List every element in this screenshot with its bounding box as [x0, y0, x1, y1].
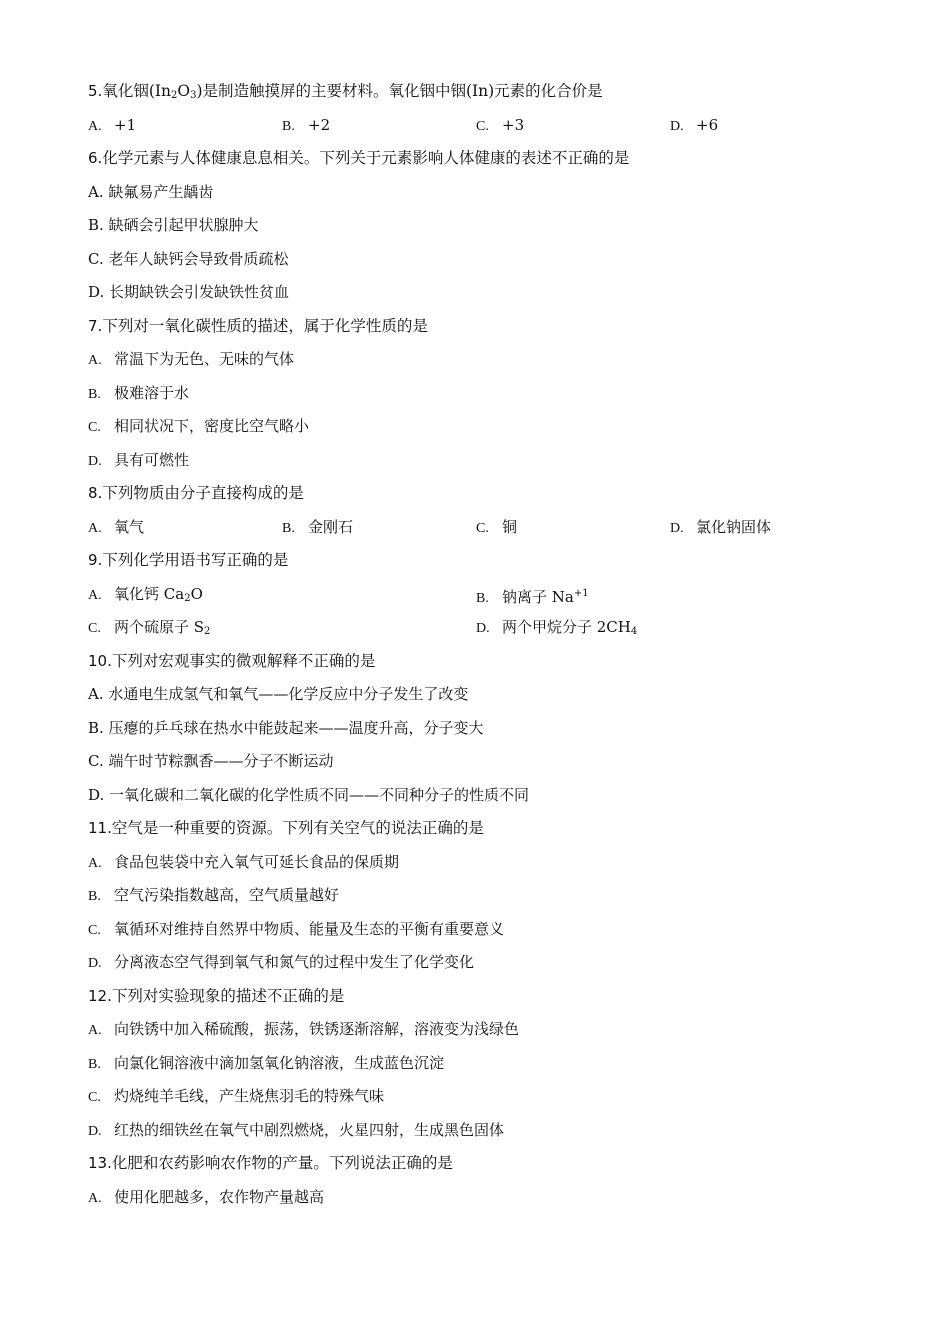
option-b: B. 钠离子 $Na^{+1}$	[476, 587, 589, 606]
option-b: B. 极难溶于水	[88, 383, 190, 402]
question-6-stem: 6.化学元素与人体健康息息相关。下列关于元素影响人体健康的表述不正确的是	[88, 149, 630, 167]
question-number: 11.	[88, 819, 112, 837]
question-9-options-cd	[88, 616, 888, 638]
option-d: D. 红热的细铁丝在氧气中剧烈燃烧，火星四射，生成黑色固体	[88, 1120, 505, 1139]
question-number: 8.	[88, 484, 103, 502]
option-a: A. 水通电生成氢气和氧气——化学反应中分子发生了改变	[88, 685, 469, 703]
option-d: D. 氯化钠固体	[670, 517, 772, 536]
question-number: 6.	[88, 149, 103, 167]
option-d: D. 长期缺铁会引发缺铁性贫血	[88, 283, 290, 301]
question-9-stem: 9.下列化学用语书写正确的是	[88, 551, 289, 569]
question-5-options	[88, 114, 888, 136]
option-c: C. 相同状况下，密度比空气略小	[88, 417, 310, 435]
option-a: A. 使用化肥越多，农作物产量越高	[88, 1187, 325, 1206]
option-c: C. 氧循环对维持自然界中物质、能量及生态的平衡有重要意义	[88, 919, 505, 938]
option-a: A. 食品包装袋中充入氧气可延长食品的保质期	[88, 852, 400, 871]
exam-page	[88, 80, 888, 1208]
option-b: B. 向氯化铜溶液中滴加氢氧化钠溶液，生成蓝色沉淀	[88, 1053, 445, 1072]
question-11-stem: 11.空气是一种重要的资源。下列有关空气的说法正确的是	[88, 819, 484, 837]
option-c: C. 灼烧纯羊毛线，产生烧焦羽毛的特殊气味	[88, 1087, 385, 1105]
question-13-stem: 13.化肥和农药影响农作物的产量。下列说法正确的是	[88, 1154, 453, 1172]
option-d: D. 具有可燃性	[88, 450, 190, 469]
option-d: D. 一氧化碳和二氧化碳的化学性质不同——不同种分子的性质不同	[88, 785, 530, 804]
option-d: D. 分离液态空气得到氧气和氮气的过程中发生了化学变化	[88, 953, 475, 971]
question-number: 10.	[88, 651, 112, 670]
option-c: C. 端午时节粽飘香——分子不断运动	[88, 752, 334, 770]
question-9-options-ab	[88, 583, 888, 605]
question-10-stem: 10.下列对宏观事实的微观解释不正确的是	[88, 651, 376, 670]
option-a: A. 向铁锈中加入稀硫酸，振荡，铁锈逐渐溶解，溶液变为浅绿色	[88, 1020, 520, 1038]
question-8-options	[88, 516, 888, 538]
question-8-stem: 8.下列物质由分子直接构成的是	[88, 484, 304, 502]
option-d: D. 两个甲烷分子 $2CH_4$	[476, 618, 638, 637]
question-number: 12.	[88, 986, 112, 1005]
question-number: 5.	[88, 82, 103, 100]
question-7-stem: 7.下列对一氧化碳性质的描述，属于化学性质的是	[88, 316, 428, 335]
option-b: B. 缺硒会引起甲状腺肿大	[88, 216, 259, 234]
option-b: B. 金刚石	[282, 517, 354, 536]
option-c: C. 老年人缺钙会导致骨质疏松	[88, 249, 289, 268]
option-b: B. 压瘪的乒乓球在热水中能鼓起来——温度升高，分子变大	[88, 718, 484, 737]
question-number: 13.	[88, 1154, 112, 1172]
option-b: B. +2	[282, 115, 331, 134]
option-d: D. +6	[670, 115, 719, 134]
option-a: A. 常温下为无色、无味的气体	[88, 350, 295, 368]
question-number: 7.	[88, 316, 103, 335]
option-a: A. 氧化钙 $Ca_2O$	[88, 584, 203, 604]
option-c: C. 铜	[476, 517, 518, 536]
question-12-stem: 12.下列对实验现象的描述不正确的是	[88, 986, 345, 1005]
option-c: C. +3	[476, 115, 525, 134]
question-5-stem: 5.氧化铟$(In_2O_3)$是制造触摸屏的主要材料。氧化铟中铟(In)元素的化合价是	[88, 82, 603, 101]
question-number: 9.	[88, 551, 103, 569]
option-a: A. 氧气	[88, 517, 145, 536]
option-a: A. 缺氟易产生龋齿	[88, 182, 214, 201]
option-b: B. 空气污染指数越高，空气质量越好	[88, 886, 340, 904]
option-a: A. +1	[88, 115, 137, 134]
option-c: C. 两个硫原子 $S_2$	[88, 618, 211, 637]
